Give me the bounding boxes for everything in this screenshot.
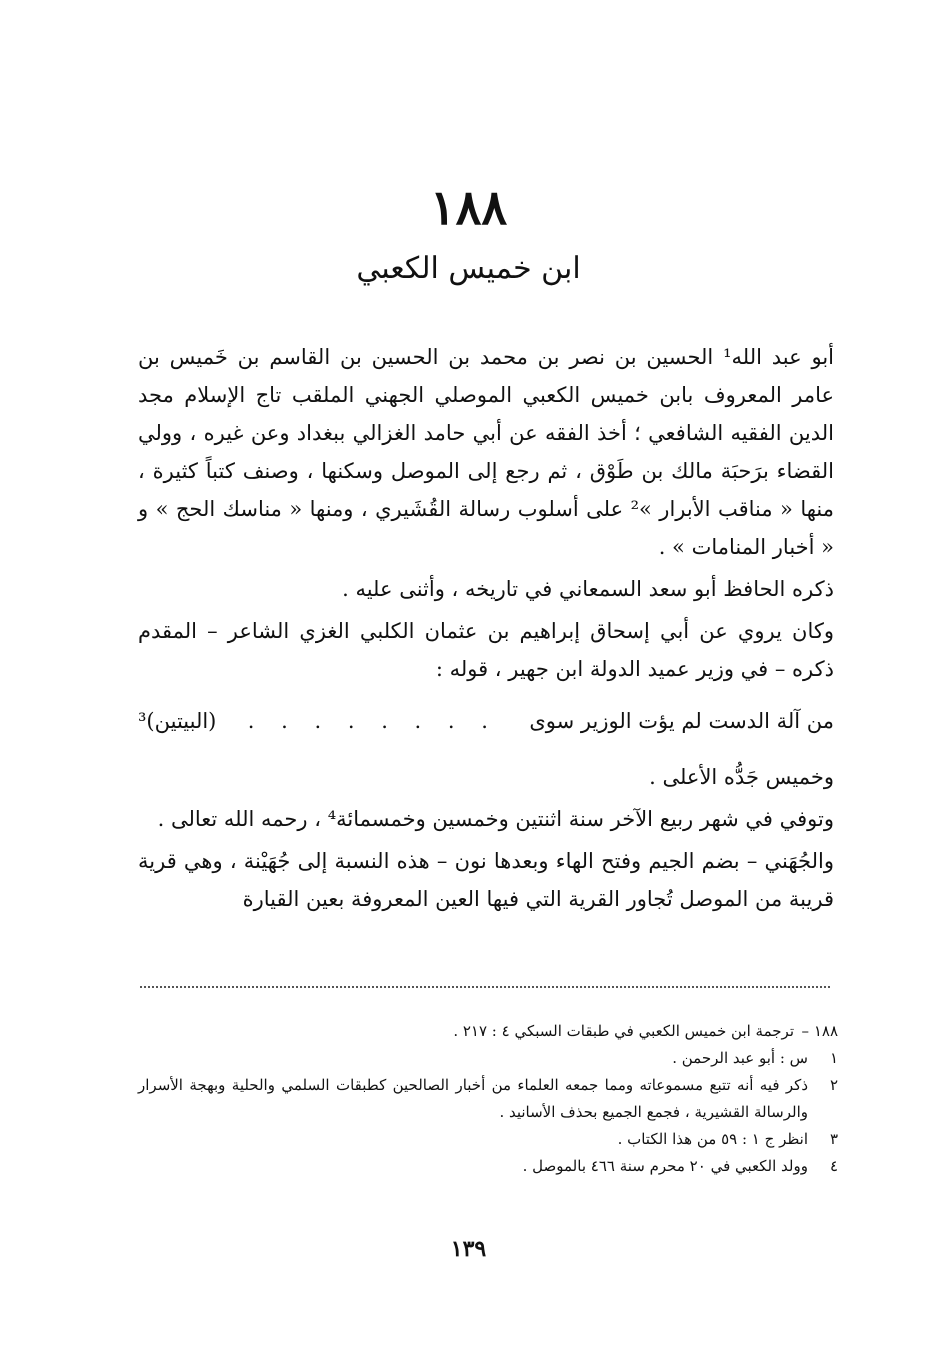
- page-number: ١٣٩: [450, 1236, 487, 1262]
- footnote-marker: ١٨٨ –: [801, 1022, 838, 1040]
- footnote-divider: [140, 986, 830, 988]
- footnote-text: ترجمة ابن خميس الكعبي في طبقات السبكي ٤ : ٢١٧ .: [453, 1022, 794, 1040]
- footnote-item: [138, 1126, 838, 1153]
- poem-verse: [138, 702, 834, 740]
- entry-title: ابن خميس الكعبي: [356, 251, 581, 286]
- main-text: [138, 338, 834, 918]
- footnote-item: [138, 1072, 838, 1126]
- verse-reference: (البيتين)³: [138, 709, 217, 733]
- footnote-text: انظر ج ١ : ٥٩ من هذا الكتاب .: [617, 1130, 808, 1148]
- footnote-marker: ١: [829, 1049, 838, 1067]
- ancestor-paragraph: وخميس جَدُّه الأعلى .: [649, 765, 834, 789]
- footnote-marker: ٤: [829, 1157, 838, 1175]
- mention-paragraph: ذكره الحافظ أبو سعد السمعاني في تاريخه ، وأثنى عليه .: [342, 577, 834, 601]
- nisba-paragraph: والجُهَني – بضم الجيم وفتح الهاء وبعدها نون – هذه النسبة إلى جُهَيْنة ، وهي قرية قريبة من الموصل تُجاور القرية التي فيها العين المعروفة بعين القيارة: [138, 849, 834, 911]
- footnote-marker: ٢: [829, 1076, 838, 1094]
- footnote-item: [138, 1045, 838, 1072]
- verse-first-hemistich: من آلة الدست لم يؤت الوزير سوى: [529, 709, 834, 733]
- footnote-text: وولد الكعبي في ٢٠ محرم سنة ٤٦٦ بالموصل .: [522, 1157, 808, 1175]
- narration-paragraph: وكان يروي عن أبي إسحاق إبراهيم بن عثمان الكلبي الغزي الشاعر – المقدم ذكره – في وزير عميد الدولة ابن جهير ، قوله :: [138, 619, 834, 681]
- verse-ellipsis: . . . . . . . .: [247, 709, 498, 733]
- footnote-item: [138, 1018, 838, 1045]
- footnote-marker: ٣: [829, 1130, 838, 1148]
- biography-paragraph: أبو عبد الله¹ الحسين بن نصر بن محمد بن الحسين بن القاسم بن خَميس بن عامر المعروف بابن خميس الكعبي الموصلي الجهني الملقب تاج الإسلام مجد الدين الفقيه الشافعي ؛ أخذ الفقه عن أبي حامد الغزالي ببغداد وعن غيره ، وولي القضاء برَحبَة مالك بن طَوْق ، ثم رجع إلى الموصل وسكنها ، وصنف كتباً كثيرة ، منها « مناقب الأبرار »² على أسلوب رسالة القُشَيري ، ومنها « مناسك الحج » و « أخبار المنامات » .: [138, 345, 835, 559]
- footnote-text: س : أبو عبد الرحمن .: [672, 1049, 808, 1067]
- death-paragraph: وتوفي في شهر ربيع الآخر سنة اثنتين وخمسين وخمسمائة⁴ ، رحمه الله تعالى .: [157, 807, 834, 831]
- footnote-text: ذكر فيه أنه تتبع مسموعاته ومما جمعه العلماء من أخبار الصالحين كطبقات السلمي والحلية وبهجة الأسرار والرسالة القشيرية ، فجمع الجميع بحذف الأسانيد .: [138, 1076, 808, 1121]
- entry-number: ١٨٨: [429, 180, 508, 236]
- footnote-item: [138, 1153, 838, 1180]
- footnotes: [138, 1018, 838, 1180]
